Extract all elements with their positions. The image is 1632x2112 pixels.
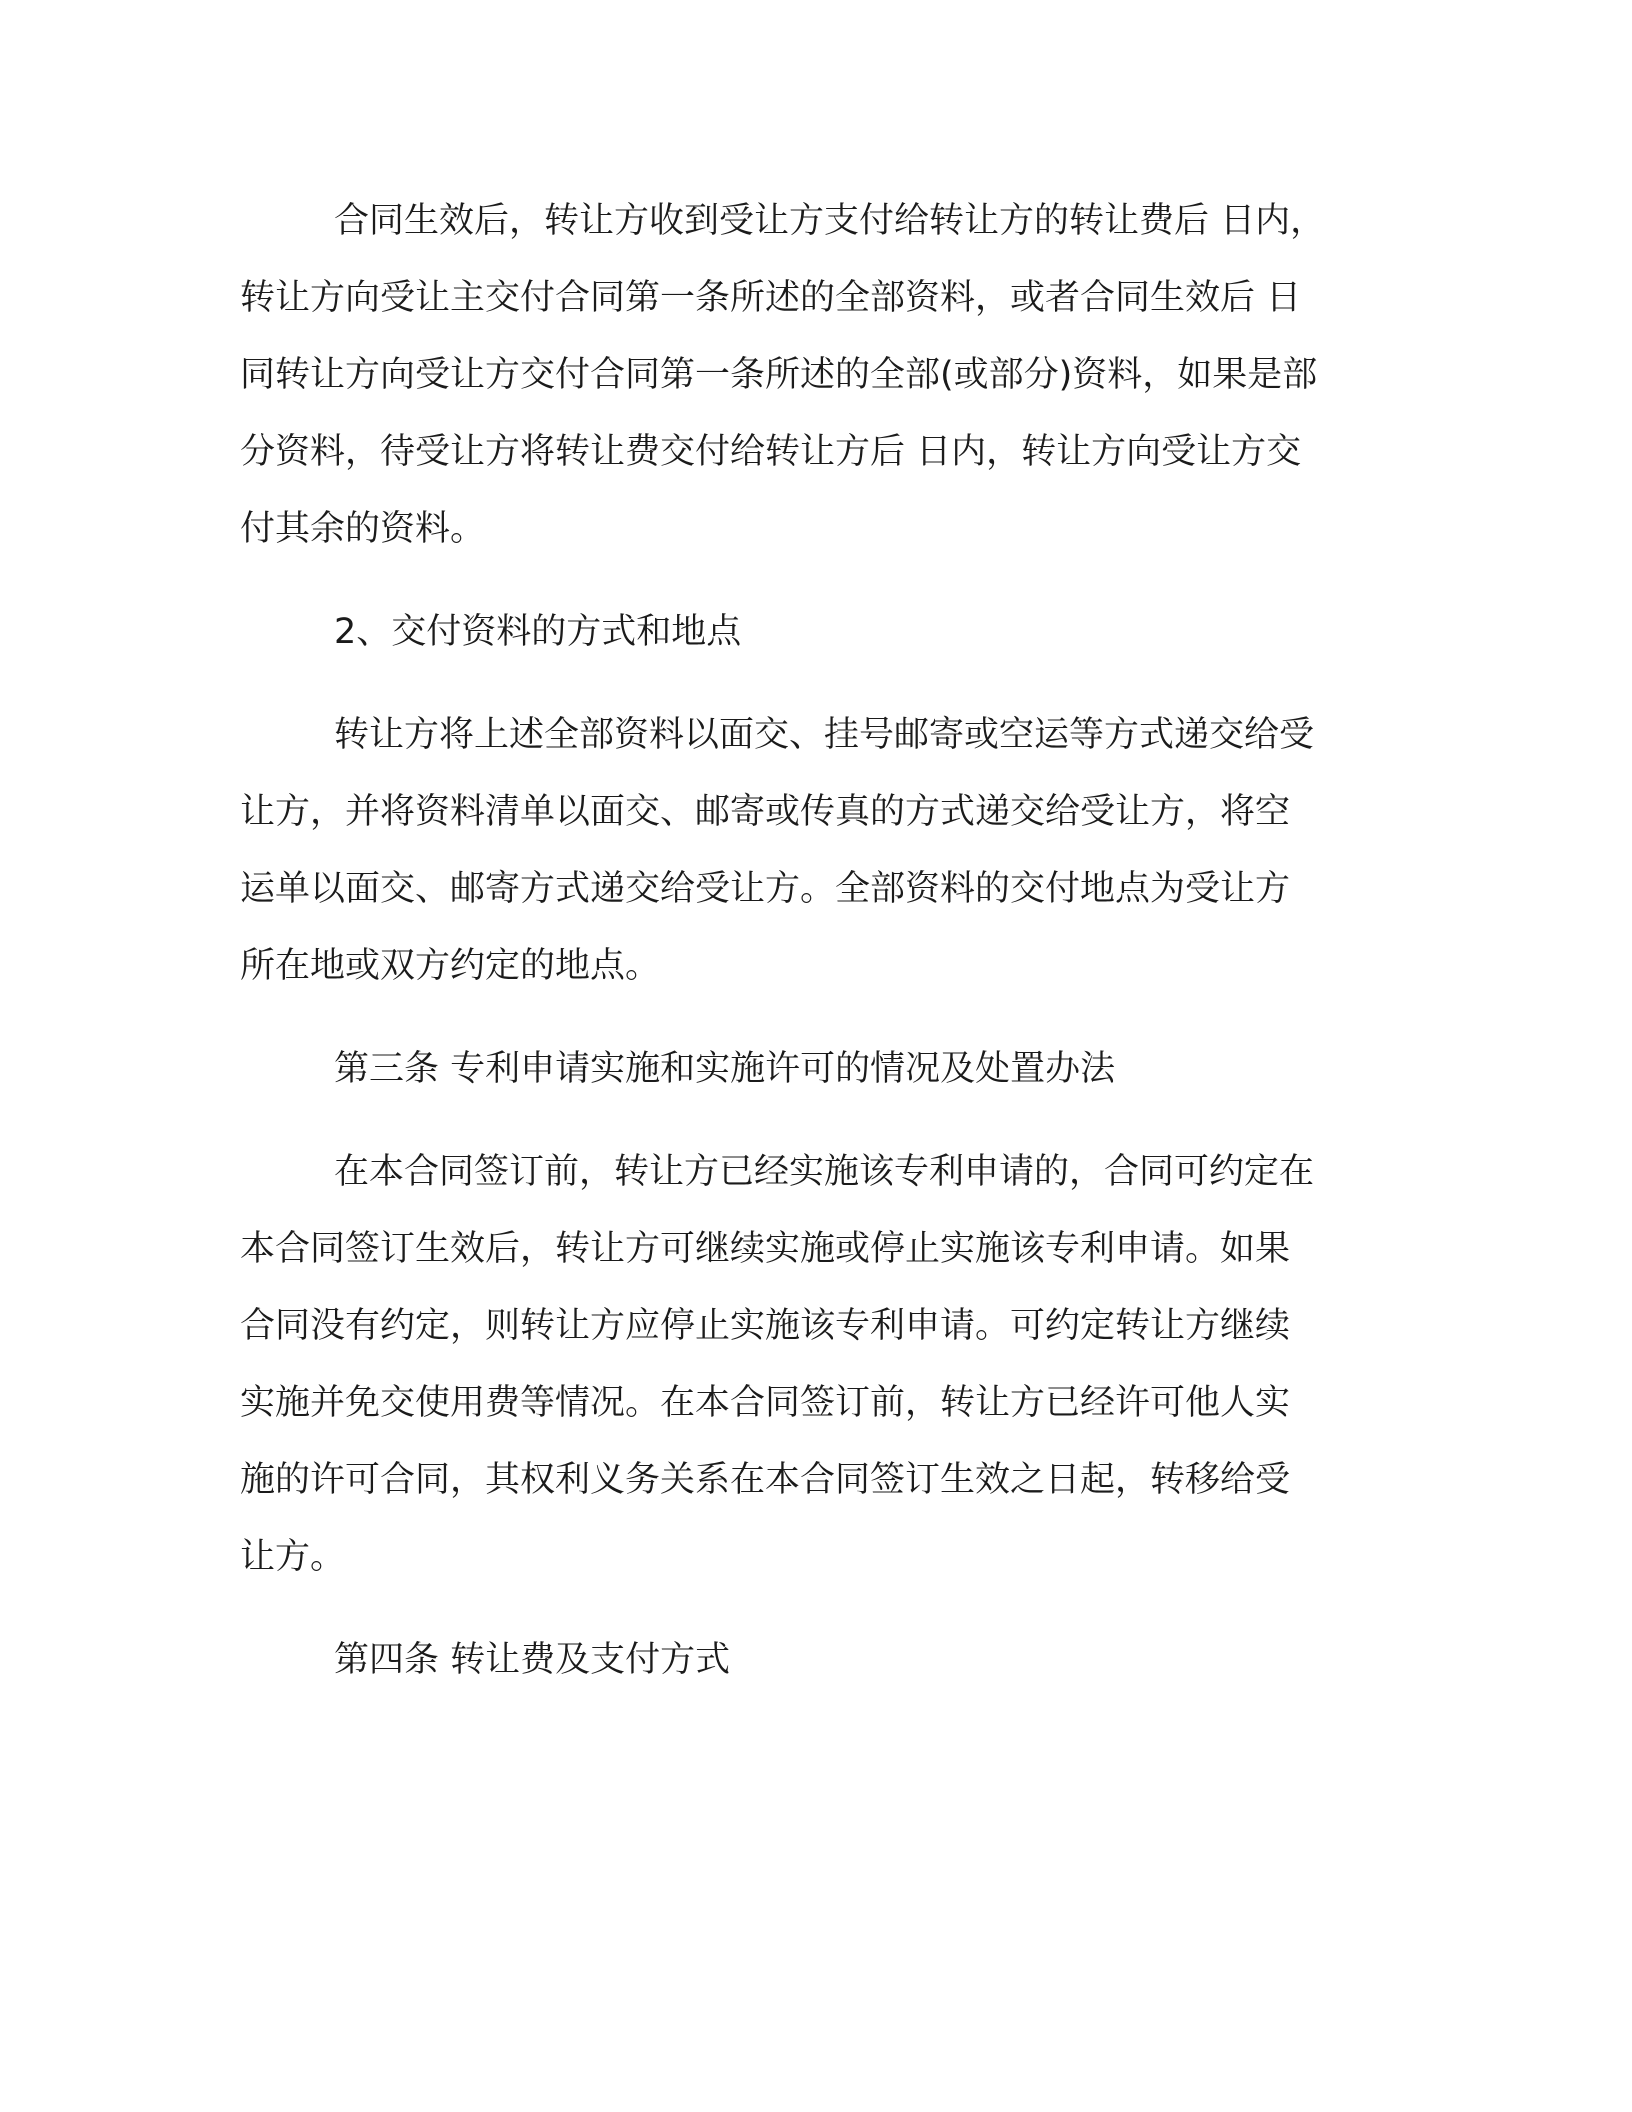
text-line: 实施并免交使用费等情况。在本合同签订前，转让方已经许可他人实 [240,1383,1291,1423]
text-line: 转让方将上述全部资料以面交、挂号邮寄或空运等方式递交给受 [334,715,1315,755]
paragraph-article-three [240,1134,1380,1596]
heading-text: 2、交付资料的方式和地点 [334,612,742,652]
text-line: 付其余的资料。 [240,509,486,549]
paragraph-delivery-timing [240,183,1380,568]
text-line: 在本合同签订前，转让方已经实施该专利申请的，合同可约定在 [334,1152,1315,1192]
text-line: 让方。 [240,1537,346,1577]
paragraph-delivery-method [240,697,1380,1005]
section-heading-delivery-method [240,594,1380,671]
article-three-heading [240,1031,1380,1108]
document-body [240,183,1380,1725]
text-line: 合同生效后，转让方收到受让方支付给转让方的转让费后 日内， [334,201,1326,241]
text-line: 让方，并将资料清单以面交、邮寄或传真的方式递交给受让方，将空 [240,792,1291,832]
text-line: 合同没有约定，则转让方应停止实施该专利申请。可约定转让方继续 [240,1306,1291,1346]
text-line: 同转让方向受让方交付合同第一条所述的全部(或部分)资料，如果是部 [240,355,1318,395]
text-line: 所在地或双方约定的地点。 [240,946,661,986]
text-line: 施的许可合同，其权利义务关系在本合同签订生效之日起，转移给受 [240,1460,1291,1500]
text-line: 运单以面交、邮寄方式递交给受让方。全部资料的交付地点为受让方 [240,869,1291,909]
article-four-heading [240,1622,1380,1699]
heading-text: 第四条 转让费及支付方式 [334,1640,731,1680]
text-line: 转让方向受让主交付合同第一条所述的全部资料，或者合同生效后 日 [240,278,1302,318]
text-line: 本合同签订生效后，转让方可继续实施或停止实施该专利申请。如果 [240,1229,1291,1269]
text-line: 分资料，待受让方将转让费交付给转让方后 日内，转让方向受让方交 [240,432,1302,472]
heading-text: 第三条 专利申请实施和实施许可的情况及处置办法 [334,1049,1116,1089]
